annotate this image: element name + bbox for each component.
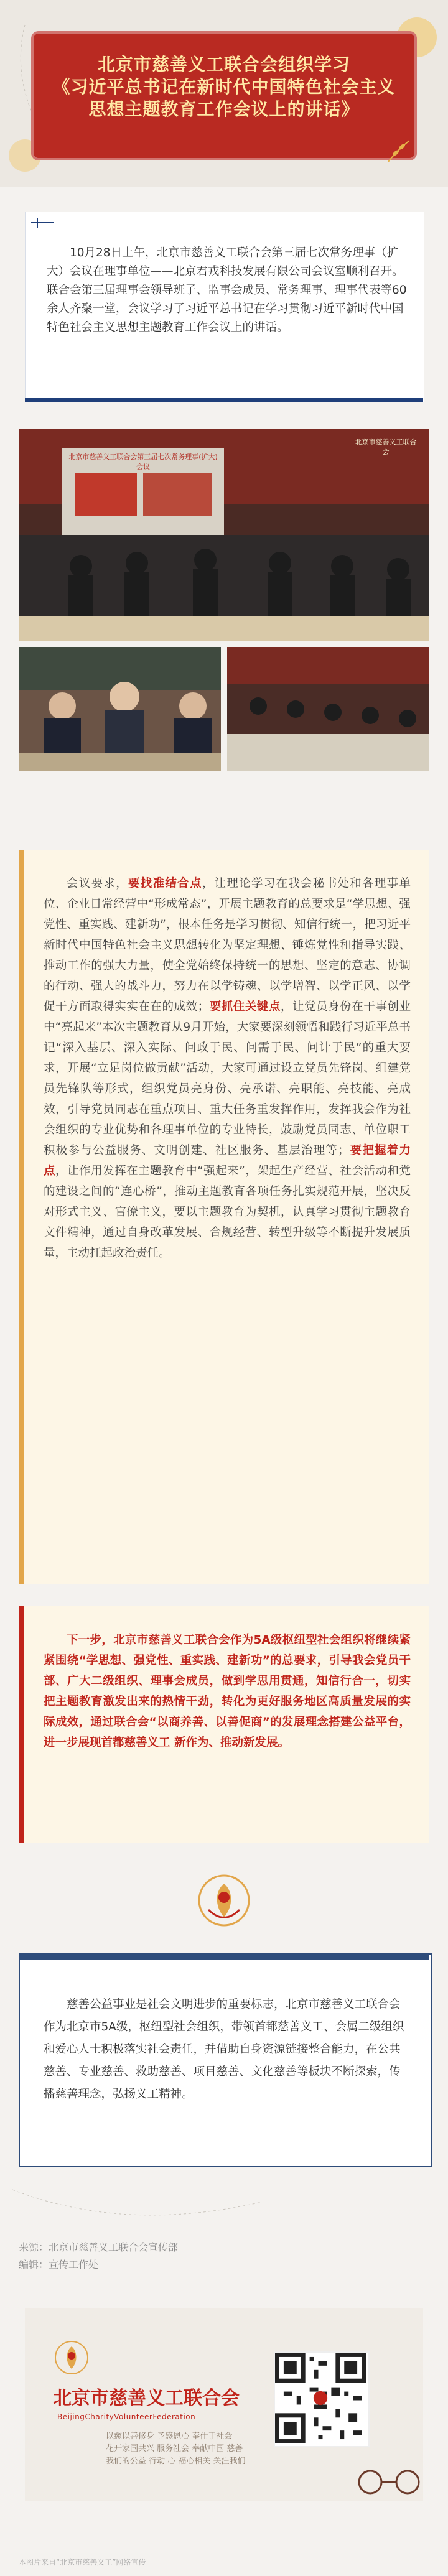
requirements-text-a: 会议要求， [67,877,128,890]
footer-note: 本图片来自“北京市慈善义工”网络宣传 [19,2558,146,2567]
page-title [44,53,404,121]
key-point-2: 要抓住关键点 [209,1000,281,1013]
next-steps-paragraph: 下一步，北京市慈善义工联合会作为5A级枢纽型社会组织将继续紧紧围绕“学思想、强党性、重实践、建新功”的总要求，引导我会党员干部、广大二级组织、理事会成员，做到学思用贯通，知信行合一，切实把主题教育激发出来的热情干劲，转化为更好服务地区高质量发展的实际成效，通过联合会“以商养善、以善促商”的发展理念搭建公益平台，进一步展现首都慈善义工 新作为、推动新发展。 [44,1634,411,1749]
brand-name-en: BeijingCharityVolunteerFederation [57,2412,196,2421]
editor-line: 编辑：宣传工作处 [19,2259,99,2271]
meeting-photo-left [19,647,221,771]
intro-bottom-bar [25,398,423,402]
side-banner-caption: 北京市慈善义工联合会 [355,438,417,456]
federation-logo-icon [196,1872,252,1928]
title-line-1: 北京市慈善义工联合会组织学习 [97,54,350,75]
closing-paragraph: 慈善公益事业是社会文明进步的重要标志，北京市慈善义工联合会作为北京市5A级，枢纽型社会组织，带领首都慈善义工、会属二级组织和爱心人士积极落实社会责任，并借助自身资源链接整合能力，在公共慈善、专业慈善、救助慈善、项目慈善、文化慈善等板块不断探索，传播慈善理念，弘扬义工精神。 [44,1998,404,2101]
meeting-photo-right [227,647,429,771]
slogan-line-1: 以慈以善修身 予感恩心 奉仕于社会 [106,2432,233,2441]
title-line-3: 思想主题教育工作会议上的讲话》 [88,99,360,119]
qr-code-icon [275,2353,366,2443]
slogan-line-3: 我们的公益 行动 心 福心相关 关注我们 [106,2457,246,2466]
brand-name-cn: 北京市慈善义工联合会 [53,2388,240,2409]
requirements-text-c: ，让理论学习在我会秘书处和各理事单位、企业日常经营中“形成常态”，开展主题教育的总要求是“学思想、强党性、重实践、建新功”，根本任务是学习贯彻、知信行统一，把习近平新时代中国特色社会主义思想转化为坚定理想、锤炼党性和指导实践、推动工作的强大力量，使全党始终保持统一的思想、坚定的意志、协调的行动、强大的战斗力，努力在以学铸魂、以学增智、以学正风、以学促干方面取得实实在在的成效； [44,877,411,1013]
corner-mark-icon [30,216,55,229]
requirements-side-bar [19,850,24,1584]
requirements-paragraph [44,873,411,1263]
qr-code[interactable] [274,2351,370,2447]
key-point-1: 要找准结合点 [128,877,202,890]
meeting-photo-main [19,429,429,641]
requirements-text-e: ，让党员身份在干事创业中“亮起来”本次主题教育从9月开始，大家要深刻领悟和践行习近平总书记“深入基层、深入实际、问政于民、问需于民、问计于民”的重大要求，开展“立足岗位做贡献”活动，大家可通过设立党员先锋岗、组建党员先锋队等形式，组织党员亮身份、亮承诺、亮职能、亮技能、亮成效，引导党员同志在重点项目、重大任务重发挥作用，发挥我会作为社会组织的专业优势和各理事单位的专业特长，鼓励党员同志、单位职工积极参与公益服务、文明创建、社区服务、基层治理等； [44,1000,411,1157]
closing-top-bar [19,1953,429,1960]
slogan-line-2: 花开家国共兴 服务社会 奉献中国 慈善 [106,2444,243,2453]
key-point-3: 要把握着力点 [44,1144,411,1178]
meeting-photo-right-image [227,647,429,771]
glasses-decoration-icon [348,2463,429,2501]
intro-paragraph: 10月28日上午，北京市慈善义工联合会第三届七次常务理事（扩大）会议在理事单位——北京君戎科技发展有限公司会议室顺利召开。联合会第三届理事会领导班子、监事会成员、常务理事、理事代表等60余人齐聚一堂，会议学习了习近平总书记在学习贯彻习近平新时代中国特色社会主义思想主题教育工作会议上的讲话。 [47,246,407,334]
divider-decoration [0,2177,448,2239]
meeting-photo-left-image [19,647,221,771]
next-steps-side-bar [19,1606,24,1843]
leaf-sprig-icon [385,137,412,164]
footer-logo-icon [53,2339,90,2376]
screen-caption: 北京市慈善义工联合会第三届七次常务理事(扩大)会议 [68,453,218,471]
title-line-2: 《习近平总书记在新时代中国特色社会主义 [52,77,396,97]
requirements-text-g: ，让作用发挥在主题教育中“强起来”，架起生产经营、社会活动和党的建设之间的“连心桥”，推动主题教育各项任务扎实规范开展，坚决反对形式主义、官僚主义，要以主题教育为契机，认真学习贯彻主题教育文件精神，通过自身改革发展、合规经营、转型升级等不断提升发展质量，主动扛起政治责任。 [44,1165,411,1260]
source-line: 来源：北京市慈善义工联合会宣传部 [19,2241,179,2253]
